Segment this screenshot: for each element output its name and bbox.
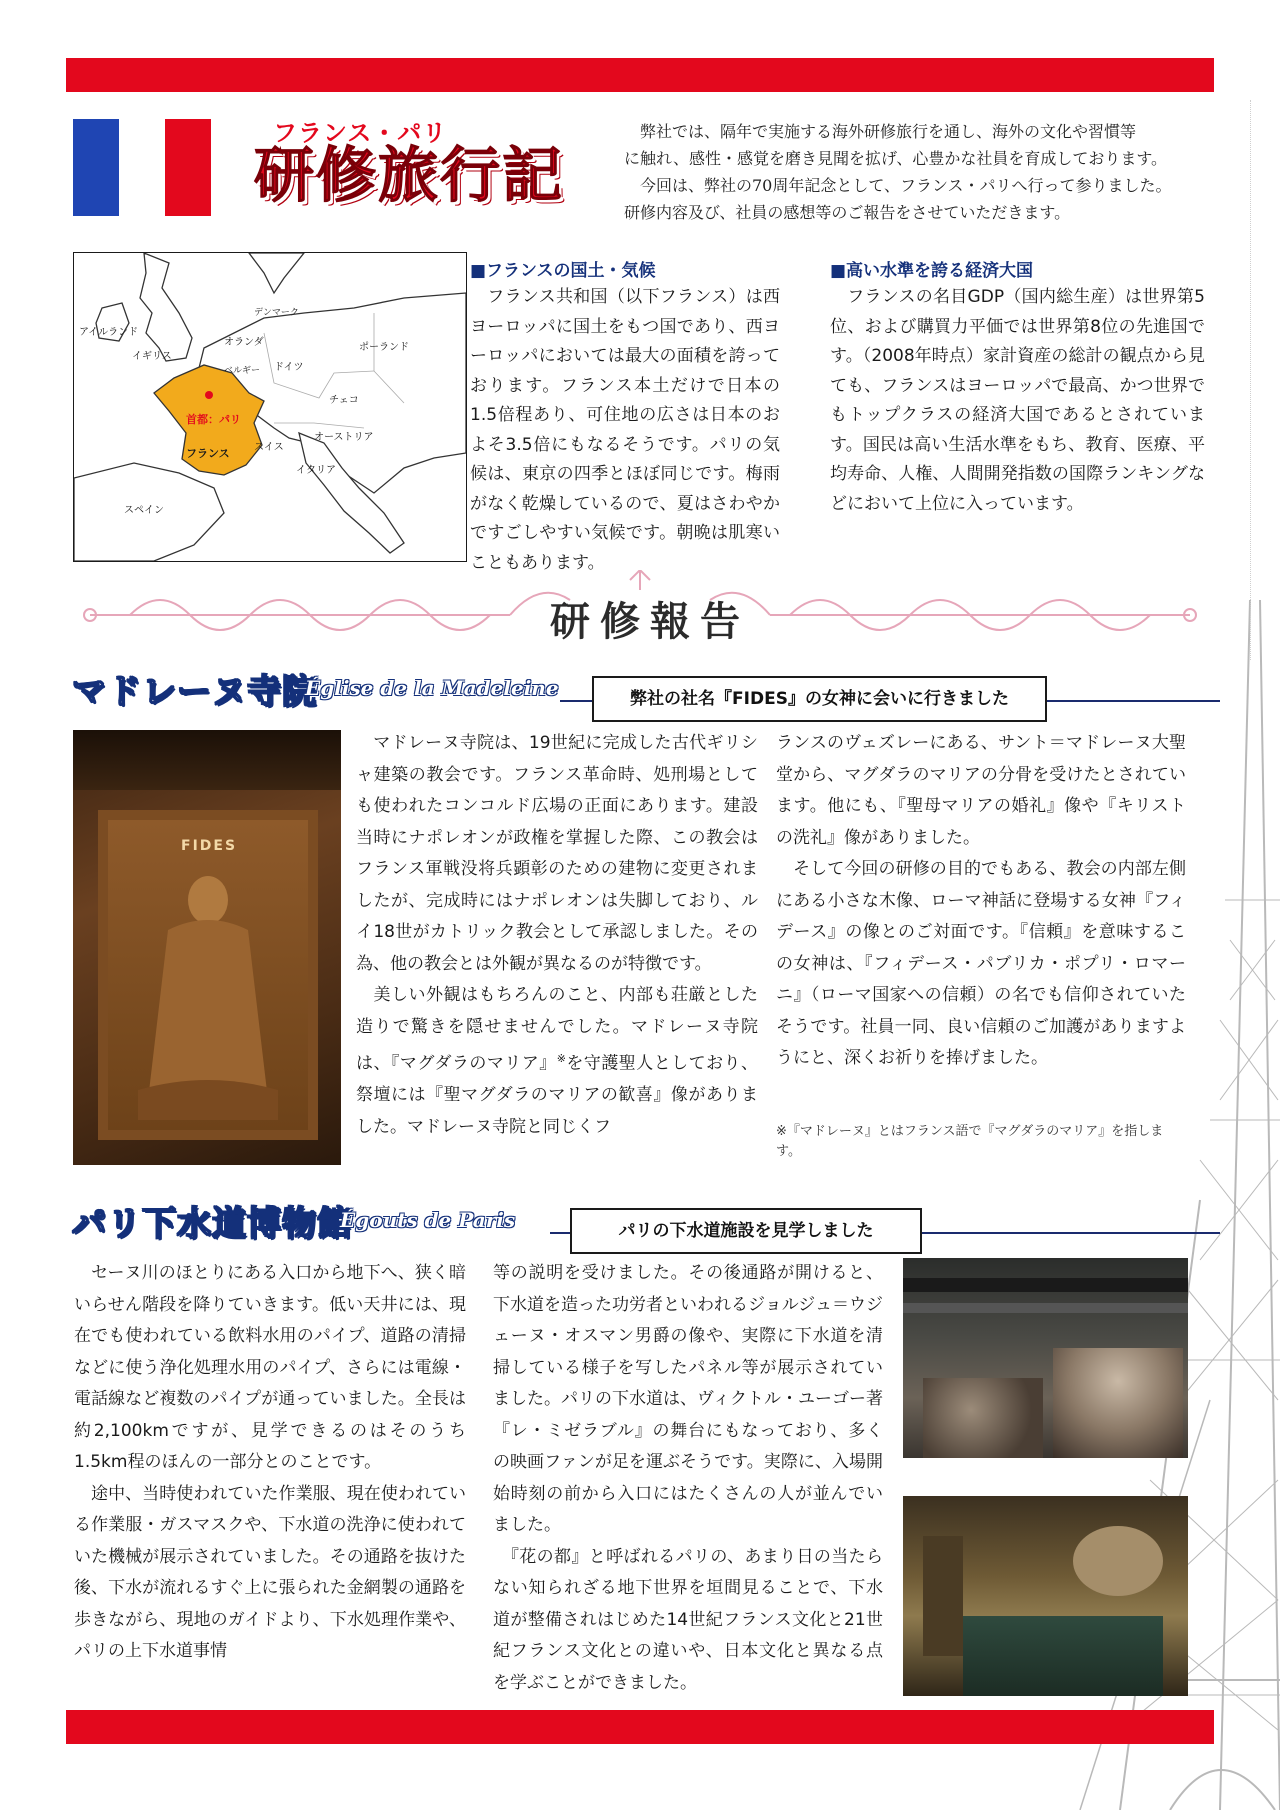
- map-label-netherlands: オランダ: [224, 337, 264, 348]
- madeleine-col2-p2: そして今回の研修の目的でもある、教会の内部左側にある小さな木像、ローマ神話に登場する女神『フィデース』の像とのご対面です。『信頼』を意味するこの女神は、『フィデース・パブリカ・ポプリ・ロマーニ』（ローマ国家への信頼）の名でも信仰されていたそうです。社員一同、良い信頼のご加護がありますようにと、深くお祈りを捧げました。: [776, 859, 1186, 1068]
- report-heading: 研修報告: [550, 598, 750, 645]
- map-label-belgium: ベルギー: [224, 366, 261, 376]
- scandinavia-shape: [249, 253, 304, 293]
- fides-statue-photo: [73, 730, 341, 1165]
- sewer-column-1: [74, 1258, 466, 1668]
- land-text: フランス共和国（以下フランス）は西ヨーロッパに国土をもつ国であり、西ヨーロッパにおいては最大の面積を誇っております。フランス本土だけで日本の1.5倍程あり、可住地の広さは日本のおよそ3.5倍にもなるそうです。パリの気候は、東京の四季とほぼ同じです。梅雨がなく乾燥しているので、夏はさわやかですごしやすい気候です。朝晩は肌寒いこともあります。: [470, 287, 780, 573]
- economy-text: フランスの名目GDP（国内総生産）は世界第5位、および購買力平価では世界第8位の先進国です。（2008年時点）家計資産の総計の観点から見ても、フランスはヨーロッパで最高、かつ世界でもトップクラスの経済大国であるとされています。国民は高い生活水準をもち、教育、医療、平均寿命、人権、人間開発指数の国際ランキングなどにおいて上位に入っています。: [830, 287, 1205, 514]
- map-label-spain: スペイン: [124, 505, 164, 516]
- madeleine-col1-p2b: を守護聖人としており、祭壇には『聖マグダラのマリアの歓喜』像がありました。マドレーヌ寺院と同じくフ: [356, 1053, 759, 1137]
- madeleine-subtitle: Église de la Madeleine: [305, 676, 559, 700]
- intro-line-2: に触れ、感性・感覚を磨き見聞を拡げ、心豊かな社員を育成しております。: [624, 149, 1168, 168]
- sewer-col1-p2: 途中、当時使われていた作業服、現在使われている作業服・ガスマスクや、下水道の洗浄に使われていた機械が展示されていました。その通路を抜けた後、下水が流れるすぐ上に張られた金網製の通路を歩きながら、現地のガイドより、下水処理作業や、パリの上下水道事情: [74, 1483, 466, 1661]
- footnote-mark: ※: [556, 1052, 567, 1065]
- fides-plaque-text: FIDES: [181, 838, 238, 854]
- sewer-col1-p1: セーヌ川のほとりにある入口から地下へ、狭く暗いらせん階段を降りていきます。低い天井には、現在でも使われている飲料水用のパイプ、道路の清掃などに使う浄化処理水用のパイプ、さらには電線・電話線など複数のパイプが通っていました。全長は約2,100kmですが、見学できるのはそのうち1.5km程のほんの一部分とのことです。: [74, 1263, 466, 1472]
- map-label-uk: イギリス: [132, 351, 172, 362]
- map-label-france: フランス: [186, 447, 230, 460]
- madeleine-col1-p2: [356, 980, 758, 1143]
- sewer-subtitle: Égouts de Paris: [340, 1208, 516, 1232]
- map-label-switzerland: スイス: [254, 442, 284, 453]
- intro-line-3: 今回は、弊社の70周年記念として、フランス・パリへ行って参りました。: [640, 176, 1172, 195]
- map-label-denmark: デンマーク: [254, 308, 299, 318]
- france-flag-icon: [73, 119, 211, 216]
- madeleine-footnote: ※『マドレーヌ』とはフランス語で『マグダラのマリア』を指します。: [776, 1124, 1164, 1159]
- map-label-czech: チェコ: [329, 395, 359, 406]
- madeleine-callout: 弊社の社名『FIDES』の女神に会いに行きました: [592, 676, 1047, 722]
- sewer-tour-photo: [903, 1258, 1188, 1458]
- map-label-germany: ドイツ: [274, 362, 304, 373]
- map-label-italy: イタリア: [296, 465, 336, 476]
- title-kicker: フランス・パリ: [273, 118, 448, 147]
- sewer-channel-photo: [903, 1496, 1188, 1696]
- uk-shape: [140, 253, 192, 361]
- madeleine-column-2: [776, 728, 1186, 1075]
- land-climate-column: [470, 256, 780, 578]
- top-red-band: [66, 58, 1214, 92]
- sewer-col2-p2: 『花の都』と呼ばれるパリの、あまり日の当たらない知られざる地下世界を垣間見ることで、下水道が整備されはじめた14世紀フランス文化と21世紀フランス文化との違いや、日本文化と異なる点を学ぶことができました。: [493, 1546, 883, 1693]
- map-label-austria: オーストリア: [314, 432, 374, 443]
- sewer-title: パリ下水道博物館: [72, 1204, 352, 1244]
- sewer-callout: パリの下水道施設を見学しました: [570, 1208, 922, 1254]
- economy-heading: ■高い水準を誇る経済大国: [830, 261, 1034, 281]
- intro-line-4: 研修内容及び、社員の感想等のご報告をさせていただきます。: [624, 203, 1071, 222]
- sewer-col2-p1: 等の説明を受けました。その後通路が開けると、下水道を造った功労者といわれるジョルジュ＝ウジェーヌ・オスマン男爵の像や、実際に下水道を清掃している様子を写したパネル等が展示されていました。パリの下水道は、ヴィクトル・ユーゴー著『レ・ミゼラブル』の舞台にもなっており、多くの映画ファンが足を運ぶそうです。実際に、入場開始時刻の前から入口にはたくさんの人が並んでいました。: [493, 1263, 883, 1535]
- land-heading: ■フランスの国土・気候: [470, 261, 656, 281]
- map-label-ireland: アイルランド: [79, 327, 139, 338]
- madeleine-column-1: [356, 728, 758, 1143]
- madeleine-col2-p1: ランスのヴェズレーにある、サント＝マドレーヌ大聖堂から、マグダラのマリアの分骨を受けたとされています。他にも、『聖母マリアの婚礼』像や『キリストの洗礼』像がありました。: [776, 733, 1186, 848]
- map-label-capital: 首都：パリ: [186, 413, 241, 426]
- map-label-poland: ポーランド: [359, 342, 409, 353]
- decorative-script-border: [1250, 100, 1265, 660]
- madeleine-title: マドレーヌ寺院: [72, 672, 317, 712]
- page-title: 研修旅行記: [254, 141, 564, 211]
- madeleine-col1-p2a: 美しい外観はもちろんのこと、内部も荘厳とした造りで驚きを隠せませんでした。マドレーヌ寺院は、『マグダラのマリア』: [356, 985, 758, 1074]
- intro-line-1: 弊社では、隔年で実施する海外研修旅行を通し、海外の文化や習慣等: [640, 122, 1137, 141]
- europe-map: [73, 252, 467, 562]
- madeleine-col1-p1: マドレーヌ寺院は、19世紀に完成した古代ギリシャ建築の教会です。フランス革命時、処刑場としても使われたコンコルド広場の正面にあります。建設当時にナポレオンが政権を掌握した際、この教会はフランス軍戦没将兵顕彰のための建物に変更されましたが、完成時にはナポレオンは失脚しており、ルイ18世がカトリック教会として承認しました。その為、他の教会とは外観が異なるのが特徴です。: [356, 733, 758, 974]
- economy-column: [830, 256, 1205, 519]
- intro-paragraph: [624, 118, 1224, 226]
- bottom-red-band: [66, 1710, 1214, 1744]
- sewer-column-2: [493, 1258, 883, 1699]
